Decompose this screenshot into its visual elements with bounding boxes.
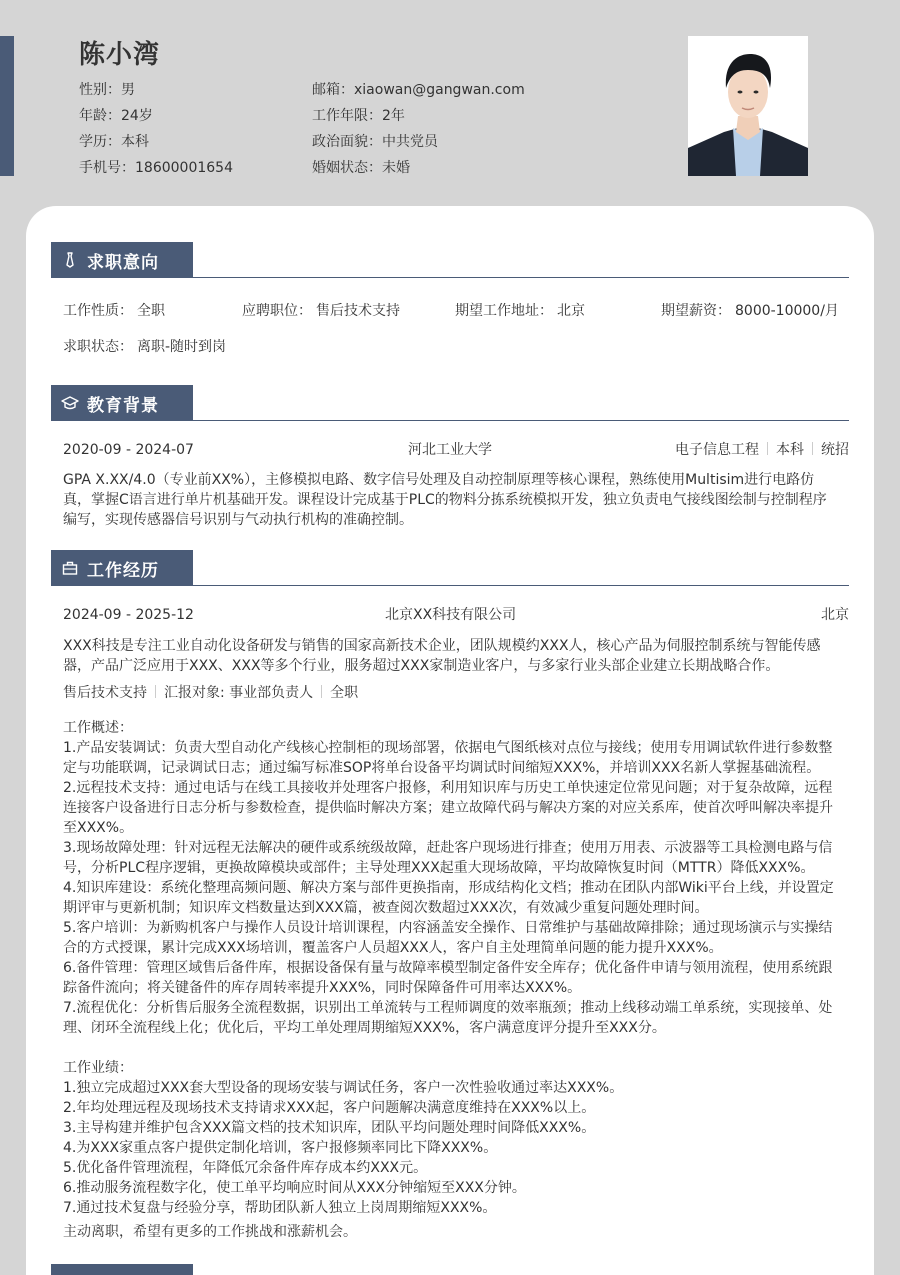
info-education: 学历：本科	[79, 134, 149, 150]
achievements-title: 工作业绩：	[63, 1060, 133, 1076]
divider	[767, 442, 768, 455]
work-tags	[63, 683, 358, 703]
intent-location: 期望工作地址： 北京	[455, 303, 585, 319]
intent-position: 应聘职位： 售后技术支持	[242, 303, 400, 319]
section-next-partial	[51, 1264, 849, 1275]
section-education	[51, 385, 849, 528]
info-marital-status: 婚姻状态：未婚	[312, 160, 410, 176]
divider	[155, 685, 156, 698]
resume-card	[26, 206, 874, 1275]
divider	[812, 442, 813, 455]
work-city: 北京	[821, 607, 849, 623]
section-header	[51, 242, 849, 278]
info-political-status: 政治面貌：中共党员	[312, 134, 438, 150]
education-meta	[675, 440, 849, 460]
work-tag-type: 全职	[330, 685, 359, 701]
section-job-intent	[51, 242, 849, 355]
profile-photo	[688, 36, 808, 176]
section-tab: 工作经历	[51, 550, 193, 586]
work-period: 2024-09 - 2025-12	[63, 607, 194, 623]
candidate-name: 陈小湾	[79, 40, 161, 70]
section-tab: 求职意向	[51, 242, 193, 278]
intent-job-type: 工作性质： 全职	[63, 303, 165, 319]
education-period: 2020-09 - 2024-07	[63, 442, 194, 458]
section-header	[51, 550, 849, 586]
education-major: 电子信息工程	[675, 442, 759, 458]
education-type: 统招	[821, 442, 849, 458]
briefcase-icon	[61, 559, 79, 577]
work-tag-report: 汇报对象: 事业部负责人	[164, 685, 314, 701]
info-email: 邮箱：xiaowan@gangwan.com	[312, 82, 525, 98]
work-overview: 工作概述： 1.产品安装调试：负责大型自动化产线核心控制柜的现场部署，依据电气图纸核对点位与接线；使用专用调试软件进行参数整 定与功能联调，记录调试日志；通过编写标准SOP将单台设备平均调试时间缩短XXX%，并培训XXX名新人掌握基础流程。 2.远程技术支持：通过电话与在线工具接收并处理客户报修，利用知识库与历史工单快速定位常见问题；对于复杂故障，远程 连接客户设备进行日志分析与参数检查，提供临时解决方案；建立故障代码与解决方案的对应关系库，使首次呼叫解决率提升 至XXX%。 3.现场故障处理：针对远程无法解决的硬件或系统级故障，赶赴客户现场进行排查；使用万用表、示波器等工具检测电路与信 号，分析PLC程序逻辑，更换故障模块或部件；主导处理XXX起重大现场故障，平均故障恢复时间（MTTR）降低XXX%。 4.知识库建设：系统化整理高频问题、解决方案与部件更换指南，形成结构化文档；推动在团队内部Wiki平台上线，并设置定 期评审与更新机制；知识库文档数量达到XXX篇，被查阅次数超过XXX次，有效减少重复问题处理时间。 5.客户培训：为新购机客户与操作人员设计培训课程，内容涵盖安全操作、日常维护与基础故障排除；通过现场演示与实操结 合的方式授课，累计完成XXX场培训，覆盖客户人员超XXX人，客户自主处理简单问题的能力提升XXX%。 6.备件管理：管理区域售后备件库，根据设备保有量与故障率模型制定备件安全库存；优化备件申请与领用流程，使用系统跟 踪备件流向；将关键备件的库存周转率提升XXX%，同时保障备件可用率达XXX%。 7.流程优化：分析售后服务全流程数据，识别出工单流转与工程师调度的效率瓶颈；推动上线移动端工单系统，实现接单、处 理、闭环全流程线上化；优化后，平均工单处理周期缩短XXX%，客户满意度评分提升至XXX分。	[63, 718, 839, 1038]
header-accent-bar	[0, 36, 14, 176]
tie-icon	[61, 251, 79, 269]
section-tab	[51, 1264, 193, 1275]
work-achievements: 工作业绩： 1.独立完成超过XXX套大型设备的现场安装与调试任务，客户一次性验收通过率达XXX%。 2.年均处理远程及现场技术支持请求XXX起，客户问题解决满意度维持在XXX%以上。 3.主导构建并维护包含XXX篇文档的技术知识库，团队平均问题处理时间降低XXX%。 4.为XXX家重点客户提供定制化培训，客户报修频率同比下降XXX%。 5.优化备件管理流程，年降低冗余备件库存成本约XXX元。 6.推动服务流程数字化，使工单平均响应时间从XXX分钟缩短至XXX分钟。 7.通过技术复盘与经验分享，帮助团队新人独立上岗周期缩短XXX%。	[63, 1058, 839, 1218]
graduation-cap-icon	[61, 394, 79, 412]
education-school: 河北工业大学	[408, 442, 492, 458]
company-intro: XXX科技是专注工业自动化设备研发与销售的国家高新技术企业，团队规模约XXX人，核心产品为伺服控制系统与智能传感 器，产品广泛应用于XXX、XXX等多个行业，服务超过XXX家制造业客户，与多家行业头部企业建立长期战略合作。	[63, 638, 821, 674]
section-tab: 教育背景	[51, 385, 193, 421]
section-header	[51, 385, 849, 421]
info-age: 年龄：24岁	[79, 108, 153, 124]
info-work-years: 工作年限：2年	[312, 108, 405, 124]
intent-salary: 期望薪资： 8000-10000/月	[661, 303, 839, 319]
intent-status: 求职状态： 离职-随时到岗	[63, 339, 227, 355]
profile-header	[79, 36, 679, 176]
info-phone: 手机号：18600001654	[79, 160, 233, 176]
work-company: 北京XX科技有限公司	[385, 607, 517, 623]
divider	[321, 685, 322, 698]
leave-reason: 主动离职，希望有更多的工作挑战和涨薪机会。	[63, 1224, 357, 1240]
education-degree: 本科	[776, 442, 804, 458]
work-tag-role: 售后技术支持	[63, 685, 147, 701]
education-description: GPA X.XX/4.0（专业前XX%），主修模拟电路、数字信号处理及自动控制原理等核心课程，熟练使用Multisim进行电路仿 真，掌握C语言进行单片机基础开发。课程设计完成基于PLC的物料分拣系统模拟开发，独立负责电气接线图绘制与控制程序 编写，实现传感器信号识别与气动执行机构的准确控制。	[63, 472, 827, 528]
person-portrait-icon	[688, 36, 808, 176]
section-work-experience	[51, 550, 849, 1240]
section-header	[51, 1264, 849, 1275]
info-gender: 性别：男	[79, 82, 135, 98]
overview-title: 工作概述：	[63, 720, 133, 736]
